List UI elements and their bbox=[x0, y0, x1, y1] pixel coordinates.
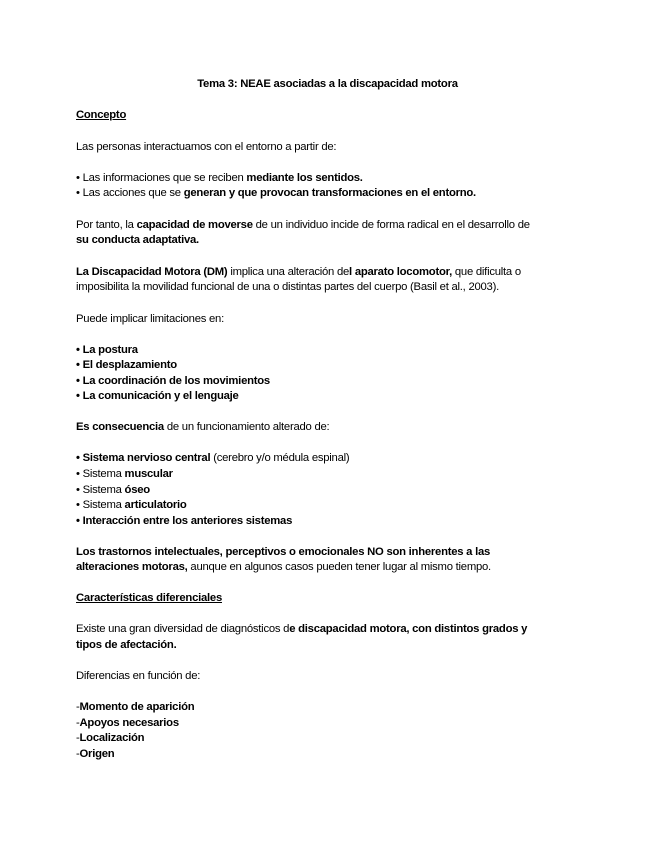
paragraph-dm-line-1: La Discapacidad Motora (DM) implica una alteración del aparato locomotor, que dificulta o bbox=[76, 266, 521, 278]
page-title: Tema 3: NEAE asociadas a la discapacidad motora bbox=[197, 78, 458, 90]
paragraph-dm-line-2: imposibilita la movilidad funcional de una o distintas partes del cuerpo (Basil et al., 2003). bbox=[76, 281, 499, 293]
consequence-intro: Es consecuencia de un funcionamiento alterado de: bbox=[76, 421, 330, 433]
difference-item: -Apoyos necesarios bbox=[76, 717, 179, 729]
diversity-line-1: Existe una gran diversidad de diagnósticos de discapacidad motora, con distintos grados y bbox=[76, 623, 528, 635]
system-item: • Sistema óseo bbox=[76, 484, 150, 496]
difference-item: -Origen bbox=[76, 748, 115, 760]
intro-paragraph: Las personas interactuamos con el entorno a partir de: bbox=[76, 141, 337, 153]
paragraph-movement-line-2: su conducta adaptativa. bbox=[76, 234, 199, 246]
disorders-line-1: Los trastornos intelectuales, perceptivos o emocionales NO son inherentes a las bbox=[76, 546, 491, 558]
section-heading-concepto: Concepto bbox=[76, 109, 127, 121]
difference-item: -Localización bbox=[76, 732, 145, 744]
system-item: • Sistema muscular bbox=[76, 468, 173, 480]
paragraph-movement-line-1: Por tanto, la capacidad de moverse de un individuo incide de forma radical en el desarrollo de bbox=[76, 219, 530, 231]
limitation-item: • La coordinación de los movimientos bbox=[76, 375, 270, 387]
bullet-actions: • Las acciones que se generan y que provocan transformaciones en el entorno. bbox=[76, 187, 476, 199]
limitation-item: • La comunicación y el lenguaje bbox=[76, 390, 239, 402]
limitation-item: • El desplazamiento bbox=[76, 359, 177, 371]
system-item: • Interacción entre los anteriores sistemas bbox=[76, 515, 293, 527]
section-heading-caracteristicas: Características diferenciales bbox=[76, 592, 222, 604]
limitations-intro: Puede implicar limitaciones en: bbox=[76, 313, 224, 325]
system-item: • Sistema nervioso central (cerebro y/o médula espinal) bbox=[76, 452, 350, 464]
differences-intro: Diferencias en función de: bbox=[76, 670, 201, 682]
disorders-line-2: alteraciones motoras, aunque en algunos casos pueden tener lugar al mismo tiempo. bbox=[76, 561, 491, 573]
limitation-item: • La postura bbox=[76, 344, 138, 356]
bullet-senses: • Las informaciones que se reciben mediante los sentidos. bbox=[76, 172, 363, 184]
diversity-line-2: tipos de afectación. bbox=[76, 639, 177, 651]
difference-item: -Momento de aparición bbox=[76, 701, 195, 713]
system-item: • Sistema articulatorio bbox=[76, 499, 187, 511]
